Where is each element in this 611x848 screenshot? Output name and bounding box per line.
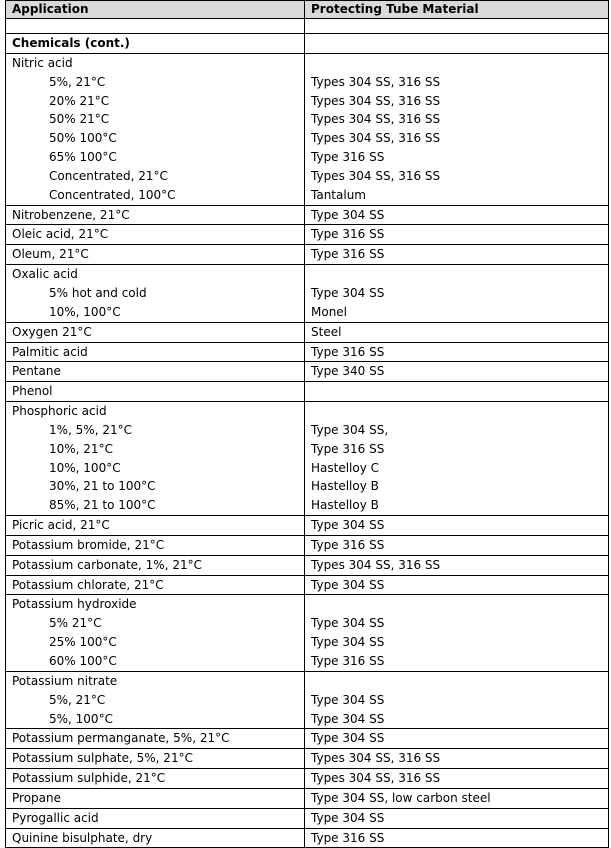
spacer-cell	[305, 19, 609, 34]
application-name: Potassium carbonate, 1%, 21°C	[12, 557, 202, 572]
application-name: Potassium chlorate, 21°C	[12, 577, 164, 592]
sub-application-name: 10%, 100°C	[49, 304, 121, 319]
material-value: Type 304 SS	[311, 518, 385, 533]
material-value	[311, 265, 608, 284]
sub-application-name: 5%, 100°C	[49, 711, 113, 726]
material-cell	[305, 382, 609, 402]
material-value	[311, 54, 608, 73]
material-value: Type 304 SS	[311, 207, 385, 222]
sub-application-name: 25% 100°C	[49, 635, 117, 650]
application-name: Phenol	[12, 384, 53, 399]
sub-application-name: 5% hot and cold	[49, 285, 147, 300]
sub-material-value: Type 316 SS	[311, 654, 385, 668]
application-name: Oxalic acid	[12, 267, 78, 282]
table-row	[6, 749, 609, 769]
material-value	[311, 382, 608, 401]
material-cell	[305, 342, 609, 362]
application-name: Oleum, 21°C	[12, 247, 89, 262]
application-cell	[6, 555, 305, 575]
sub-application-name: Concentrated, 21°C	[49, 168, 168, 183]
application-cell	[6, 749, 305, 769]
material-cell	[305, 265, 609, 323]
sub-material-value: Types 304 SS, 316 SS	[311, 131, 441, 146]
application-cell	[6, 342, 305, 362]
application-cell	[6, 245, 305, 265]
sub-application-name: Concentrated, 100°C	[49, 187, 176, 202]
application-cell	[6, 828, 305, 848]
material-value	[311, 402, 608, 421]
table-row	[6, 555, 609, 575]
sub-material-value: Type 304 SS	[311, 635, 385, 650]
sub-material-value: Types 304 SS, 316 SS	[311, 93, 441, 108]
application-name: Oleic acid, 21°C	[12, 227, 109, 242]
sub-application-name: 65% 100°C	[49, 150, 117, 165]
sub-material-value: Types 304 SS, 316 SS	[311, 74, 441, 89]
sub-application-name: 60% 100°C	[49, 654, 117, 668]
application-name: Propane	[12, 790, 61, 805]
sub-application-name: 30%, 21 to 100°C	[49, 479, 156, 494]
material-value: Type 304 SS	[311, 731, 385, 746]
sub-material-value: Hastelloy B	[311, 479, 379, 494]
table-row	[6, 322, 609, 342]
chemical-compatibility-sheet	[5, 0, 608, 848]
application-name: Pentane	[12, 364, 61, 379]
sub-application-name: 5%, 21°C	[49, 74, 106, 89]
application-name: Potassium nitrate	[12, 673, 118, 688]
material-cell	[305, 535, 609, 555]
material-cell	[305, 322, 609, 342]
application-cell	[6, 516, 305, 536]
material-value: Steel	[311, 324, 342, 339]
material-cell	[305, 516, 609, 536]
application-name: Potassium hydroxide	[12, 597, 137, 612]
table-row	[6, 265, 609, 323]
spacer-row	[6, 19, 609, 34]
application-cell	[6, 205, 305, 225]
material-cell	[305, 788, 609, 808]
material-cell	[305, 671, 609, 729]
material-cell	[305, 225, 609, 245]
section-title: Chemicals (cont.)	[12, 36, 130, 50]
sub-material-value: Type 304 SS	[311, 285, 385, 300]
material-value: Types 304 SS, 316 SS	[311, 751, 441, 766]
material-cell	[305, 828, 609, 848]
sub-application-name: 50% 100°C	[49, 131, 117, 146]
sub-application-name: 5% 21°C	[49, 616, 102, 631]
application-name: Nitric acid	[12, 55, 73, 70]
application-cell	[6, 808, 305, 828]
header-row	[6, 1, 609, 19]
table-body	[6, 19, 609, 848]
material-value	[311, 672, 608, 691]
header-application: Application	[6, 1, 305, 19]
table-row	[6, 828, 609, 848]
application-cell	[6, 382, 305, 402]
application-cell	[6, 575, 305, 595]
table-row	[6, 595, 609, 671]
material-cell	[305, 769, 609, 789]
application-cell	[6, 225, 305, 245]
material-cell	[305, 575, 609, 595]
table-row	[6, 788, 609, 808]
application-name: Phosphoric acid	[12, 404, 107, 419]
sub-material-value: Hastelloy B	[311, 498, 379, 513]
material-cell	[305, 595, 609, 671]
section-material-cell	[305, 34, 609, 54]
sub-material-value: Monel	[311, 304, 348, 319]
material-value: Type 340 SS	[311, 364, 385, 379]
sub-material-value: Tantalum	[311, 187, 366, 202]
material-value: Type 316 SS	[311, 537, 385, 552]
material-value	[311, 595, 608, 614]
application-cell	[6, 402, 305, 516]
application-cell	[6, 535, 305, 555]
sub-material-value: Type 304 SS	[311, 616, 385, 631]
header-material: Protecting Tube Material	[305, 1, 609, 19]
material-cell	[305, 402, 609, 516]
application-name: Quinine bisulphate, dry	[12, 830, 153, 845]
material-value: Type 316 SS	[311, 830, 385, 845]
table-row	[6, 362, 609, 382]
material-value: Type 316 SS	[311, 247, 385, 262]
sub-material-value: Type 316 SS	[311, 441, 385, 456]
sub-application-name: 50% 21°C	[49, 112, 110, 127]
application-name: Potassium bromide, 21°C	[12, 537, 165, 552]
table-row	[6, 53, 609, 205]
material-cell	[305, 362, 609, 382]
table-row	[6, 729, 609, 749]
table-row	[6, 225, 609, 245]
material-value: Types 304 SS, 316 SS	[311, 557, 441, 572]
application-cell	[6, 769, 305, 789]
application-cell	[6, 595, 305, 671]
sub-material-value: Types 304 SS, 316 SS	[311, 112, 441, 127]
application-cell	[6, 788, 305, 808]
table-row	[6, 808, 609, 828]
material-cell	[305, 205, 609, 225]
application-name: Potassium sulphate, 5%, 21°C	[12, 751, 193, 766]
material-value: Type 316 SS	[311, 344, 385, 359]
application-cell	[6, 362, 305, 382]
spacer-cell	[6, 19, 305, 34]
material-value: Types 304 SS, 316 SS	[311, 771, 441, 786]
sub-application-name: 20% 21°C	[49, 93, 110, 108]
table-row	[6, 535, 609, 555]
sub-material-value: Type 304 SS,	[311, 422, 389, 437]
sub-application-name: 85%, 21 to 100°C	[49, 498, 156, 513]
table-row	[6, 205, 609, 225]
material-value: Type 304 SS	[311, 810, 385, 825]
application-cell	[6, 322, 305, 342]
application-cell	[6, 265, 305, 323]
table-row	[6, 342, 609, 362]
sub-application-name: 10%, 100°C	[49, 460, 121, 475]
table-row	[6, 245, 609, 265]
table-row	[6, 769, 609, 789]
application-name: Nitrobenzene, 21°C	[12, 207, 130, 222]
sub-material-value: Hastelloy C	[311, 460, 380, 475]
sub-application-name: 1%, 5%, 21°C	[49, 422, 132, 437]
table-row	[6, 382, 609, 402]
sub-application-name: 5%, 21°C	[49, 692, 106, 707]
sub-material-value: Types 304 SS, 316 SS	[311, 168, 441, 183]
application-name: Picric acid, 21°C	[12, 518, 110, 533]
application-name: Potassium sulphide, 21°C	[12, 771, 166, 786]
sub-material-value: Type 316 SS	[311, 150, 385, 165]
application-cell	[6, 671, 305, 729]
application-name: Palmitic acid	[12, 344, 88, 359]
sub-application-name: 10%, 21°C	[49, 441, 113, 456]
section-title-cell	[6, 34, 305, 54]
table-row	[6, 671, 609, 729]
application-cell	[6, 729, 305, 749]
sub-material-value: Type 304 SS	[311, 711, 385, 726]
material-value: Type 304 SS	[311, 577, 385, 592]
material-cell	[305, 555, 609, 575]
application-name: Oxygen 21°C	[12, 324, 92, 339]
table-row	[6, 575, 609, 595]
sub-material-value: Type 304 SS	[311, 692, 385, 707]
application-name: Pyrogallic acid	[12, 810, 99, 825]
table-row	[6, 402, 609, 516]
application-cell	[6, 53, 305, 205]
table-row	[6, 516, 609, 536]
material-cell	[305, 749, 609, 769]
material-value: Type 316 SS	[311, 227, 385, 242]
material-cell	[305, 729, 609, 749]
material-value: Type 304 SS, low carbon steel	[311, 790, 491, 805]
material-cell	[305, 808, 609, 828]
material-cell	[305, 53, 609, 205]
compatibility-table	[5, 0, 609, 848]
section-row	[6, 34, 609, 54]
application-name: Potassium permanganate, 5%, 21°C	[12, 731, 230, 746]
material-cell	[305, 245, 609, 265]
